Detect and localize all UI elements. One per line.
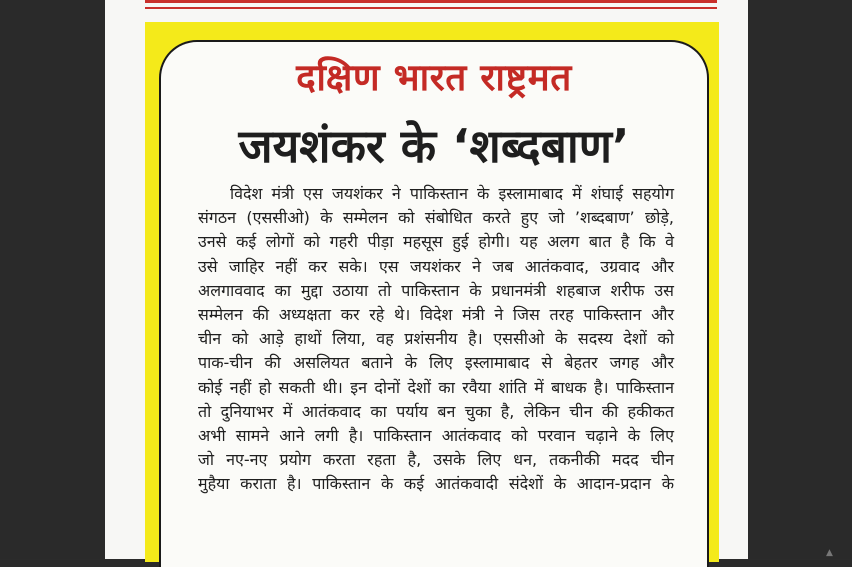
body-line: उसे जाहिर नहीं कर सके। एस जयशंकर ने जब आतंकवाद, उग्रवाद और — [198, 256, 674, 276]
body-line: तो दुनियाभर में आतंकवाद का पर्याय बन चुका है, लेकिन चीन की हकीकत — [198, 401, 674, 421]
body-line: विदेश मंत्री एस जयशंकर ने पाकिस्तान के इस्लामाबाद में शंघाई सहयोग — [230, 184, 674, 203]
body-line: कोई नहीं हो सकती थी। इन दोनों देशों का रवैया शांति में बाधक है। पाकिस्तान — [198, 377, 674, 397]
headline: जयशंकर के ‘शब्दबाण’ — [238, 119, 630, 173]
body-line: उनसे कई लोगों को गहरी पीड़ा महसूस हुई होगी। यह अलग बात है कि वे — [198, 232, 674, 252]
viewer-left-gutter — [0, 0, 105, 559]
body-line: चीन को आड़े हाथों लिया, वह प्रशंसनीय है। एससीओ के सदस्य देशों को — [198, 329, 674, 349]
viewer-right-gutter — [748, 0, 852, 559]
body-line: अभी सामने आने लगी है। पाकिस्तान आतंकवाद को परवान चढ़ाने के लिए — [198, 426, 674, 446]
body-line: मुहैया कराता है। पाकिस्तान के कई आतंकवादी संदेशों के आदान-प्रदान के — [198, 474, 674, 494]
top-rule-secondary — [145, 7, 717, 9]
body-line: पाक-चीन की असलियत बताने के लिए इस्लामाबाद से बेहतर जगह और — [198, 353, 674, 373]
masthead: दक्षिण भारत राष्ट्रमत — [296, 56, 572, 99]
editorial-body — [198, 182, 674, 497]
newspaper-page — [105, 0, 748, 559]
body-line: सम्मेलन की अध्यक्षता कर रहे थे। विदेश मंत्री ने जिस तरह पाकिस्तान और — [198, 305, 674, 325]
body-line: अलगाववाद का मुद्दा उठाया तो पाकिस्तान के प्रधानमंत्री शहबाज शरीफ उस — [198, 280, 674, 300]
top-rule — [145, 0, 717, 3]
editorial-box — [159, 40, 709, 567]
body-line: जो नए-नए प्रयोग करता रहता है, उसके लिए धन, तकनीकी मदद चीन — [198, 450, 674, 470]
body-line: संगठन (एससीओ) के सम्मेलन को संबोधित करते हुए जो ’शब्दबाण’ छोड़े, — [198, 208, 674, 228]
scroll-up-icon[interactable]: ▲ — [826, 548, 833, 558]
